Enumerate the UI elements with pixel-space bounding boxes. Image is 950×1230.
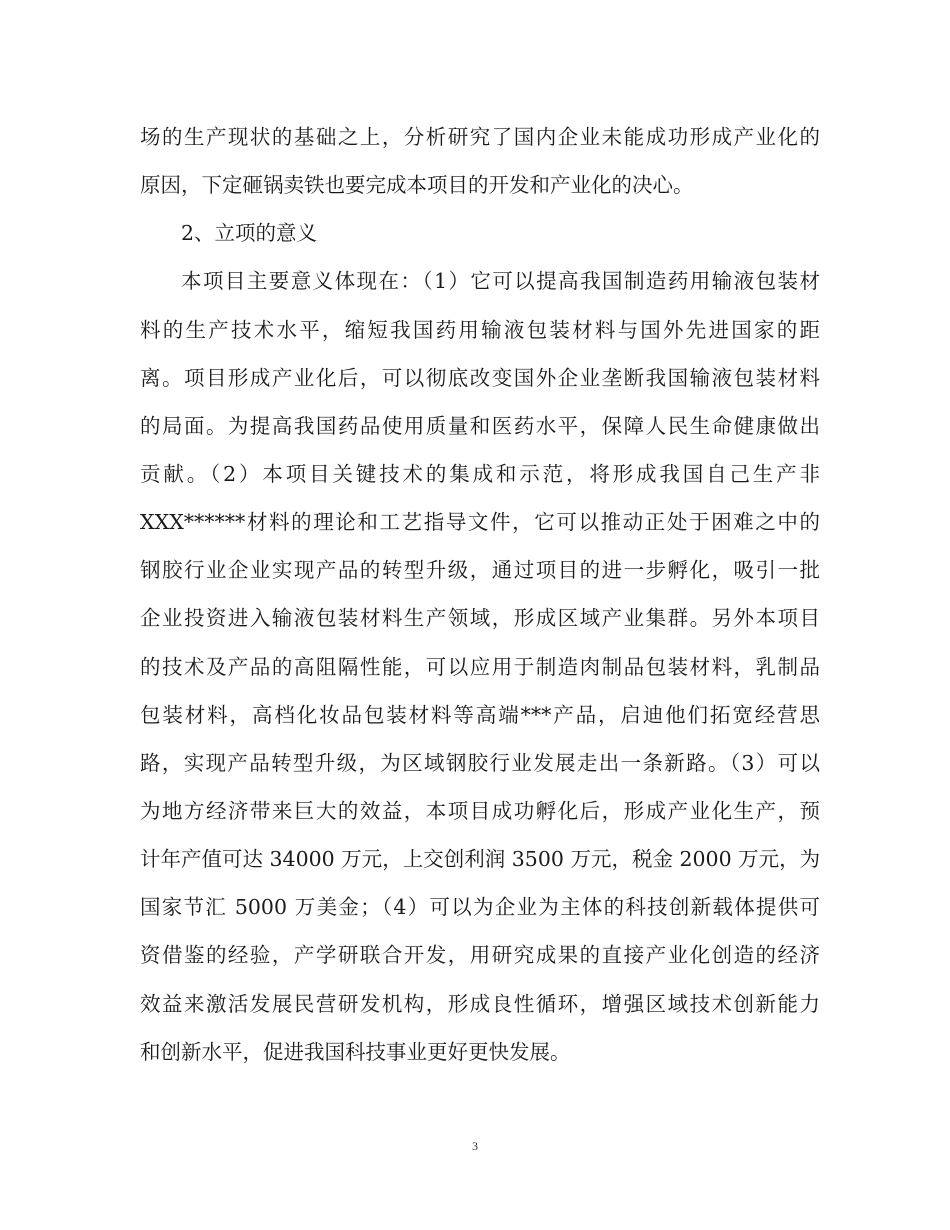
text-line: 包装材料，高档化妆品包装材料等高端***产品，启迪他们拓宽经营思 bbox=[140, 702, 820, 727]
text-line: 本项目主要意义体现在：（1）它可以提高我国制造药用输液包装材 bbox=[181, 269, 820, 294]
text-line: 2、立项的意义 bbox=[181, 221, 318, 246]
body-text bbox=[140, 113, 820, 1076]
text-line: 为地方经济带来巨大的效益，本项目成功孵化后，形成产业化生产，预 bbox=[140, 798, 820, 823]
text-line: 企业投资进入输液包装材料生产领域，形成区域产业集群。另外本项目 bbox=[140, 606, 820, 631]
text-line: 国家节汇 5000 万美金；（4）可以为企业为主体的科技创新载体提供可 bbox=[140, 895, 820, 920]
text-line: 原因，下定砸锅卖铁也要完成本项目的开发和产业化的决心。 bbox=[140, 173, 694, 198]
text-line: 离。项目形成产业化后，可以彻底改变国外企业垄断我国输液包装材料 bbox=[140, 365, 820, 390]
text-line: 场的生产现状的基础之上，分析研究了国内企业未能成功形成产业化的 bbox=[140, 125, 820, 149]
text-line: 的技术及产品的高阻隔性能，可以应用于制造肉制品包装材料，乳制品 bbox=[140, 654, 820, 679]
text-line: XXX******材料的理论和工艺指导文件，它可以推动正处于困难之中的 bbox=[140, 510, 820, 535]
text-line: 料的生产技术水平，缩短我国药用输液包装材料与国外先进国家的距 bbox=[140, 317, 820, 342]
text-line: 路，实现产品转型升级，为区域钢胶行业发展走出一条新路。（3）可以 bbox=[140, 750, 820, 775]
text-line: 的局面。为提高我国药品使用质量和医药水平，保障人民生命健康做出 bbox=[140, 413, 820, 438]
text-line: 和创新水平，促进我国科技事业更好更快发展。 bbox=[140, 1039, 571, 1064]
text-line: 钢胶行业企业实现产品的转型升级，通过项目的进一步孵化，吸引一批 bbox=[140, 558, 820, 583]
text-line: 资借鉴的经验，产学研联合开发，用研究成果的直接产业化创造的经济 bbox=[140, 943, 820, 968]
text-line: 贡献。（2）本项目关键技术的集成和示范，将形成我国自己生产非 bbox=[140, 461, 820, 486]
text-line: 效益来激活发展民营研发机构，形成良性循环，增强区域技术创新能力 bbox=[140, 991, 820, 1016]
text-line: 计年产值可达 34000 万元，上交创利润 3500 万元，税金 2000 万元，为 bbox=[140, 847, 821, 872]
page-number: 3 bbox=[472, 1139, 478, 1153]
